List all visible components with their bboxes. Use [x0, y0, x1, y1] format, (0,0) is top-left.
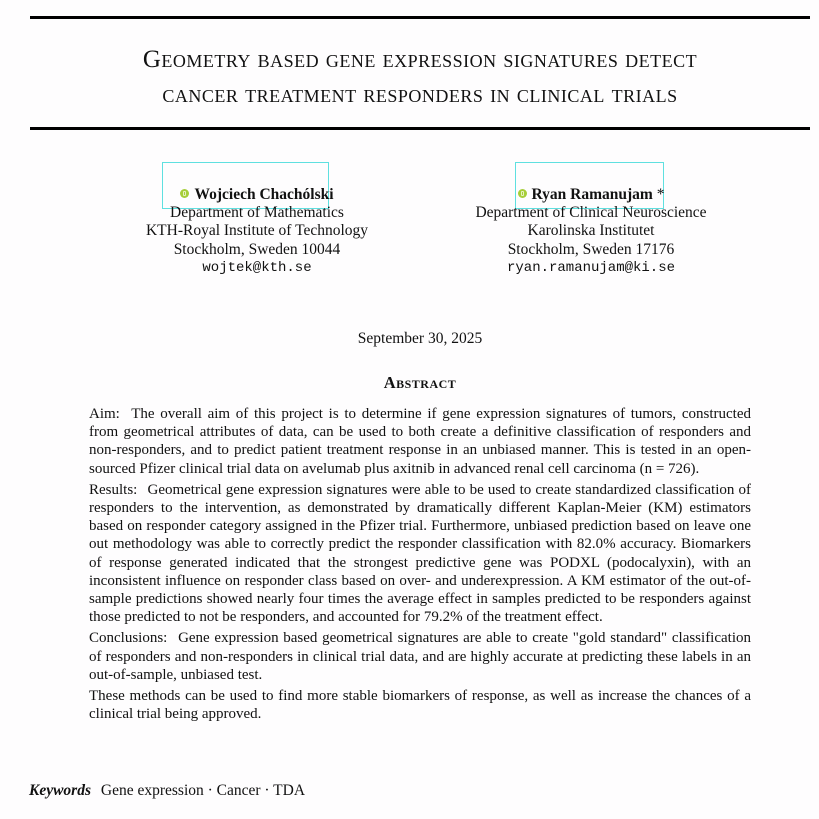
title-line-1: Geometry based gene expression signatures detect [142, 46, 698, 73]
author-institution: Karolinska Institutet [527, 222, 655, 240]
author-address: Stockholm, Sweden 17176 [507, 240, 675, 258]
abstract-text: Gene expression based geometrical signatures are able to create "gold standard" classification of responders and non-responders in clinical trial data, and are highly accurate at predicting these labels in an out-of-sample, unbiased test. [89, 630, 752, 683]
author-department: Department of Clinical Neuroscience [475, 204, 707, 222]
author-name[interactable]: Wojciech Chachólski [194, 186, 334, 203]
abstract-text: These methods can be used to find more stable biomarkers of response, as well as increase the chances of a clinical trial being approved. [89, 688, 751, 723]
abstract-lead: Aim: [89, 406, 120, 422]
author-block [107, 186, 407, 277]
orcid-icon[interactable] [180, 189, 189, 198]
abstract-results [89, 481, 751, 627]
author-email[interactable]: ryan.ramanujam@ki.se [506, 259, 676, 276]
keywords [29, 782, 305, 800]
author-address: Stockholm, Sweden 10044 [173, 240, 341, 258]
abstract-body [89, 405, 751, 726]
abstract-lead: Conclusions: [89, 630, 168, 647]
abstract-text: The overall aim of this project is to determine if gene expression signatures of tumors, constructed from geometrical attributes of data, can be used to both create a definitive classification of responders and non-responders, and to predict patient treatment response in an unbiased manner. This is tested in an open-sourced Pfizer clinical trial data on avelumab plus axitnib in advanced renal cell carcinoma (n = 726). [89, 406, 751, 477]
keywords-list: Gene expression · Cancer · TDA [100, 782, 306, 799]
abstract-conclusions [89, 629, 751, 684]
abstract-text: Geometrical gene expression signatures were able to be used to create standardized classification of responders to the intervention, as demonstrated by dramatically different Kaplan-Meier (KM) estimators based on responder category assigned in the Pfizer trial. Furthermore, unbiased prediction based on leave one out methodology was able to correctly predict the responder classification with 82.0% accuracy. Biomarkers of response generated indicated that the strongest predictive gene was PODXL (podocalyxin), with an inconsistent influence on responder class based on over- and underexpression. A KM estimator of the out-of-sample predictions showed nearly four times the average effect in samples predicted to be responders against those predicted to not be responders, and accounted for 79.2% of the treatment effect. [89, 481, 751, 626]
corresponding-author-marker: * [656, 186, 665, 203]
paper-title [30, 42, 810, 112]
orcid-icon[interactable] [518, 189, 527, 198]
abstract-heading: Abstract [383, 373, 457, 392]
author-institution: KTH-Royal Institute of Technology [145, 222, 369, 240]
abstract-closing [89, 687, 751, 723]
abstract-lead: Results: [89, 481, 138, 498]
keywords-label: Keywords [29, 782, 91, 799]
paper-date: September 30, 2025 [357, 330, 483, 347]
title-rule-bottom [30, 127, 810, 130]
author-department: Department of Mathematics [170, 204, 344, 222]
author-block [441, 186, 741, 277]
author-email[interactable]: wojtek@kth.se [202, 259, 312, 276]
title-rule-top [30, 16, 810, 19]
title-line-2: cancer treatment responders in clinical trials [162, 81, 678, 108]
abstract-aim [89, 405, 751, 478]
author-name[interactable]: Ryan Ramanujam [531, 186, 653, 203]
